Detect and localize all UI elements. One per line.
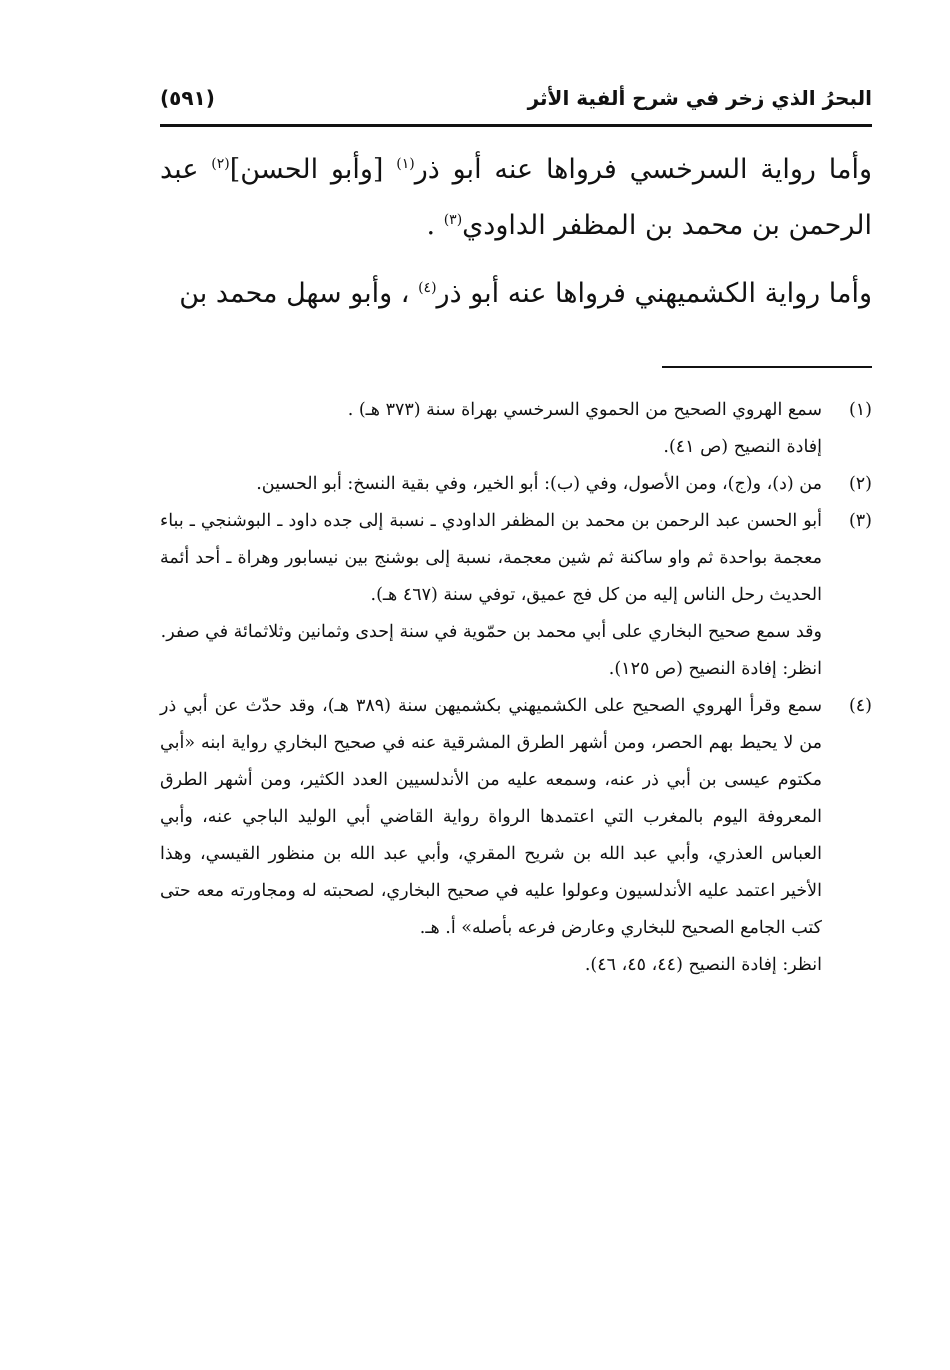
page-number: (٥٩١) xyxy=(160,86,215,110)
footnote-number: (٢) xyxy=(848,474,872,494)
main-paragraph-2 xyxy=(160,266,872,322)
footnote-ref-2: (٢) xyxy=(211,156,230,172)
footnote-number: (٤) xyxy=(848,696,872,716)
text-segment: عبد الرحمن بن محمد بن المظفر الداودي xyxy=(160,154,872,241)
text-segment: [وأبو الحسن] xyxy=(229,154,397,185)
footnote-number: (١) xyxy=(848,400,872,420)
footnote-ref-1: (١) xyxy=(396,156,415,172)
footnote-4 xyxy=(160,688,872,984)
footnote-line: سمع وقرأ الهروي الصحيح على الكشميهني بكشميهن سنة (٣٨٩ هـ)، وقد حدّث عن أبي ذر من لا يحيط بهم الحصر، ومن أشهر الطرق المشرقية عنه في صحيح البخاري رواية ابنه «أبي مكتوم عيسى بن أبي ذر عنه، وسمعه عليه من الأندلسيين العدد الكثير، ومن أشهر الطرق المعروفة اليوم بالمغرب التي اعتمدها الرواة رواية القاضي أبي الوليد الباجي عنه، وأبي العباس العذري، وأبي عبد الله بن شريح المقري، وأبي عبد الله بن منظور القيسي، وهذا الأخير اعتمد عليه الأندلسيون وعولوا عليه في صحيح البخاري، لصحبته له ومجاورته معه حتى كتب الجامع الصحيح للبخاري وعارض فرعه بأصله» أ. هـ. xyxy=(160,696,823,938)
footnote-body xyxy=(160,392,822,466)
footnote-separator xyxy=(662,366,872,368)
footnote-line: أبو الحسن عبد الرحمن بن محمد بن المظفر الداودي ـ نسبة إلى جده داود ـ البوشنجي ـ بباء معجمة بواحدة ثم واو ساكنة ثم شين معجمة، نسبة إلى بوشنج بين نيسابور وهراة ـ أحد أئمة الحديث رحل الناس إليه من كل فج عميق، توفي سنة (٤٦٧ هـ). xyxy=(160,511,822,605)
footnote-line: من (د)، و(ج)، ومن الأصول، وفي (ب): أبو الخير، وفي بقية النسخ: أبو الحسين. xyxy=(256,474,822,494)
footnote-line: إفادة النصيح (ص ٤١). xyxy=(663,437,822,457)
main-paragraph-1 xyxy=(160,142,872,254)
footnote-1 xyxy=(160,392,872,466)
footnotes-section xyxy=(160,392,872,984)
footnote-line: وقد سمع صحيح البخاري على أبي محمد بن حمّوية في سنة إحدى وثمانين وثلاثمائة في صفر. xyxy=(160,622,822,642)
text-segment: وأما رواية الكشميهني فرواها عنه أبو ذر xyxy=(436,278,872,309)
footnote-ref-3: (٣) xyxy=(443,212,463,228)
header-title: البحرُ الذي زخر في شرح ألفية الأثر xyxy=(527,86,872,110)
footnote-line: انظر: إفادة النصيح (٤٤، ٤٥، ٤٦). xyxy=(584,955,822,975)
footnote-3 xyxy=(160,503,872,688)
text-segment: . xyxy=(426,210,444,241)
text-segment: ، وأبو سهل محمد بن xyxy=(179,278,419,309)
footnote-body xyxy=(160,466,822,503)
running-header xyxy=(160,80,872,124)
footnote-line: سمع الهروي الصحيح من الحموي السرخسي بهراة سنة (٣٧٣ هـ) . xyxy=(347,400,822,420)
header-rule xyxy=(160,124,872,127)
text-segment: وأما رواية السرخسي فرواها عنه أبو ذر xyxy=(414,154,873,185)
footnote-line: انظر: إفادة النصيح (ص ١٢٥). xyxy=(608,659,822,679)
main-text xyxy=(160,142,872,334)
footnote-body xyxy=(160,688,822,984)
footnote-number: (٣) xyxy=(848,511,872,531)
footnote-body xyxy=(160,503,822,688)
footnote-2 xyxy=(160,466,872,503)
footnote-ref-4: (٤) xyxy=(418,280,437,296)
